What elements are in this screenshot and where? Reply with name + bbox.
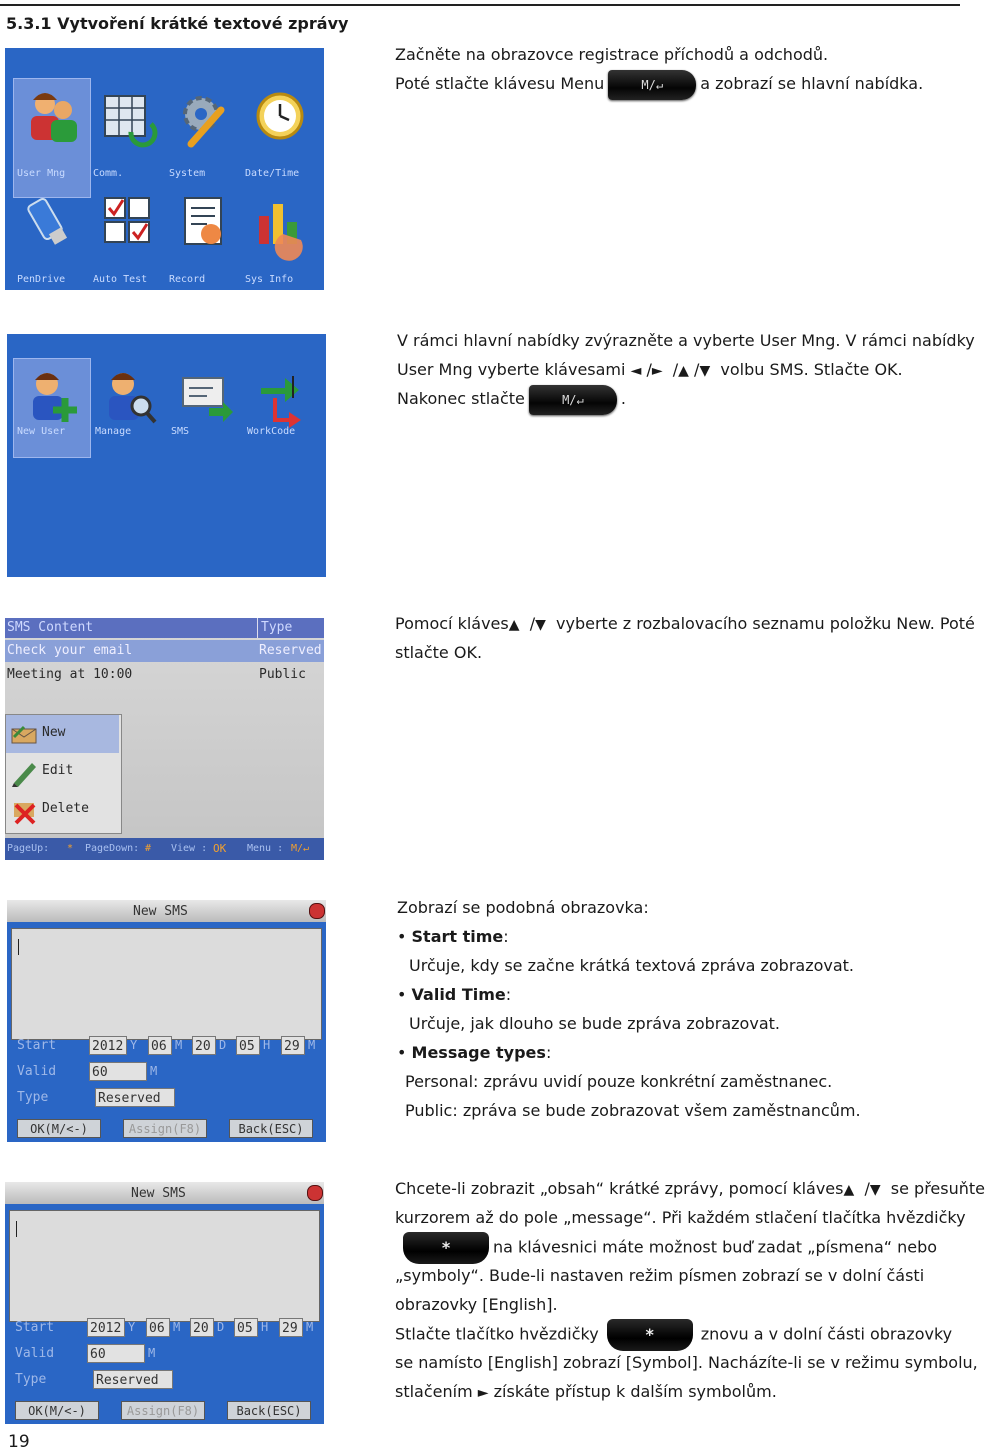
step1-line2 [395, 69, 923, 98]
step3-line1 [395, 609, 975, 638]
view-label: View : [171, 843, 208, 854]
text-fragment: / [646, 360, 652, 379]
usb-drive-icon [25, 194, 79, 256]
start-hour-field[interactable]: 05 [236, 1036, 260, 1055]
step1-text [395, 40, 923, 98]
text-cursor [18, 939, 19, 955]
menu-item-label: Edit [42, 763, 74, 778]
hour-unit: H [261, 1320, 269, 1334]
down-arrow-icon: ▼ [535, 617, 546, 633]
bullet-start-time-desc: Určuje, kdy se začne krátká textová zpráva zobrazovat. [409, 956, 855, 975]
valid-label: Valid [17, 1064, 57, 1079]
step2-line3 [397, 384, 975, 413]
row-content: Meeting at 10:00 [7, 667, 133, 682]
text-fragment: . [620, 389, 626, 408]
table-row[interactable] [5, 664, 324, 686]
text-fragment: / [864, 1179, 870, 1198]
icon-sys-info [241, 184, 319, 304]
bullet-start-time [397, 922, 861, 951]
icon-manage [91, 358, 169, 478]
star-key-image: * [607, 1319, 693, 1351]
type-label: Type [17, 1090, 49, 1105]
start-day-field[interactable]: 20 [192, 1036, 216, 1055]
icon-label: Record [169, 274, 206, 285]
message-type-personal: Personal: zprávu uvidí pouze konkrétní zaměstnanec. [405, 1072, 833, 1091]
text-fragment: Pomocí kláves [395, 614, 509, 633]
right-arrow-icon: ► [477, 1385, 489, 1401]
bullet: • [397, 1043, 407, 1062]
bullet-valid-time-desc: Určuje, jak dlouho se bude zpráva zobrazovat. [409, 1014, 780, 1033]
year-unit: Y [128, 1320, 136, 1334]
down-arrow-icon: ▼ [699, 363, 711, 379]
step3-text [395, 609, 975, 667]
hour-unit: H [263, 1038, 271, 1052]
text-fragment: User Mng vyberte klávesami [397, 360, 626, 379]
pageup-label: PageUp: [7, 843, 50, 854]
table-row-selected[interactable] [5, 640, 324, 662]
icon-label: WorkCode [247, 426, 296, 437]
icon-label: Sys Info [245, 274, 294, 285]
start-year-field[interactable]: 2012 [87, 1318, 125, 1337]
step5-line4: „symboly“. Bude-li nastaven režim písmen zobrazí se v dolní části [395, 1266, 925, 1285]
context-menu-item-edit[interactable] [6, 753, 119, 791]
type-select[interactable]: Reserved [93, 1370, 173, 1389]
icon-label: PenDrive [17, 274, 66, 285]
icon-new-user [13, 358, 91, 478]
month-unit: M [173, 1320, 181, 1334]
minute-unit: M [308, 1038, 316, 1052]
window-titlebar [5, 1182, 324, 1204]
icon-auto-test [89, 184, 167, 304]
icon-label: Manage [95, 426, 132, 437]
text-fragment: Chcete-li zobrazit „obsah“ krátké zprávy, pomocí kláves [395, 1179, 844, 1198]
back-button[interactable]: Back(ESC) [229, 1119, 313, 1138]
text-fragment: Poté stlačte klávesu Menu [395, 74, 605, 93]
icon-sms [167, 358, 245, 478]
row-content: Check your email [7, 643, 133, 658]
step5-line8 [395, 1377, 985, 1406]
day-unit: D [219, 1038, 227, 1052]
step2-line2 [397, 355, 975, 384]
down-arrow-icon: ▼ [869, 1182, 881, 1198]
pagedown-label: PageDown: [85, 843, 140, 854]
ok-button[interactable]: OK(M/<-) [15, 1401, 99, 1420]
pencil-icon [10, 759, 40, 787]
icon-record [165, 184, 243, 304]
assign-button[interactable]: Assign(F8) [123, 1119, 207, 1138]
step5-line3 [395, 1232, 985, 1261]
start-hour-field[interactable]: 05 [234, 1318, 258, 1337]
step3-line2: stlačte OK. [395, 643, 483, 662]
list-header [5, 618, 324, 638]
star-key-image: * [403, 1232, 489, 1264]
year-unit: Y [130, 1038, 138, 1052]
icon-label: New User [17, 426, 66, 437]
close-icon[interactable] [309, 903, 325, 919]
text-fragment: : [505, 985, 512, 1004]
term: Message types [411, 1043, 546, 1062]
up-arrow-icon: ▲ [678, 363, 689, 379]
start-month-field[interactable]: 06 [148, 1036, 172, 1055]
icon-label: Comm. [93, 168, 124, 179]
window-title: New SMS [133, 904, 188, 919]
checkbox-grid-icon [101, 194, 155, 256]
assign-button[interactable]: Assign(F8) [121, 1401, 205, 1420]
context-menu-item-new[interactable] [6, 715, 119, 753]
start-month-field[interactable]: 06 [146, 1318, 170, 1337]
network-table-icon [101, 88, 155, 150]
step1-line1: Začněte na obrazovce registrace příchodů a odchodů. [395, 45, 829, 64]
pageup-key: * [67, 843, 74, 854]
header-content: SMS Content [7, 620, 94, 635]
menu-key-image: M/↵ [608, 70, 696, 100]
icon-date-time [241, 78, 319, 198]
row-type: Reserved [259, 643, 322, 658]
step5-line6 [395, 1319, 985, 1348]
step2-line1: V rámci hlavní nabídky zvýrazněte a vyberte User Mng. V rámci nabídky [397, 331, 975, 350]
text-fragment: Nakonec stlačte [397, 389, 525, 408]
bar-chart-icon [253, 194, 307, 256]
type-label: Type [15, 1372, 47, 1387]
main-menu-screen [5, 48, 324, 290]
icon-comm [89, 78, 167, 198]
text-fragment: znovu a v dolní části obrazovky [700, 1324, 953, 1344]
new-sms-screen [7, 900, 326, 1142]
text-fragment: / [529, 614, 536, 633]
icon-pendrive [13, 184, 91, 304]
window-title: New SMS [131, 1186, 186, 1201]
valid-field[interactable]: 60 [89, 1062, 147, 1081]
start-label: Start [15, 1320, 55, 1335]
new-sms-screen-2 [5, 1182, 324, 1424]
step2-text [397, 326, 975, 413]
left-arrow-icon: ◄ [630, 363, 642, 379]
text-cursor [16, 1221, 17, 1237]
gear-wrench-icon [177, 88, 231, 150]
month-unit: M [175, 1038, 183, 1052]
window-titlebar [7, 900, 326, 922]
text-fragment: : [545, 1043, 552, 1062]
start-day-field[interactable]: 20 [190, 1318, 214, 1337]
context-menu-item-delete[interactable] [6, 791, 119, 829]
icon-user-mng [13, 78, 91, 198]
close-icon[interactable] [307, 1185, 323, 1201]
icon-label: SMS [171, 426, 190, 437]
icon-label: Auto Test [93, 274, 148, 285]
step5-line1 [395, 1174, 985, 1203]
message-send-icon [179, 368, 233, 430]
valid-label: Valid [15, 1346, 55, 1361]
text-fragment: / [694, 360, 700, 379]
text-fragment: volbu SMS. Stlačte OK. [720, 360, 903, 379]
menu-item-label: New [42, 725, 66, 740]
status-bar [5, 838, 324, 860]
top-rule [0, 4, 960, 6]
section-heading: 5.3.1 Vytvoření krátké textové zprávy [6, 14, 349, 33]
pagedown-key: # [145, 843, 152, 854]
text-fragment: se přesuňte [890, 1179, 985, 1198]
start-year-field[interactable]: 2012 [89, 1036, 127, 1055]
step5-line7: se namísto [English] zobrazí [Symbol]. Nacházíte-li se v režimu symbolu, [395, 1353, 978, 1372]
message-type-public: Public: zpráva se bude zobrazovat všem zaměstnancům. [405, 1101, 861, 1120]
user-mng-screen [7, 334, 326, 577]
menu-key: M/↵ [291, 843, 310, 854]
view-key: OK [213, 842, 227, 855]
header-type: Type [261, 620, 293, 635]
type-select[interactable]: Reserved [95, 1088, 175, 1107]
text-fragment: vyberte z rozbalovacího seznamu položku New. Poté [556, 614, 975, 633]
context-menu [5, 714, 122, 834]
right-arrow-icon: ► [651, 363, 663, 379]
valid-unit: M [148, 1346, 156, 1360]
record-document-icon [177, 194, 231, 256]
new-message-icon [10, 723, 40, 747]
text-fragment: : [503, 927, 509, 946]
users-icon [25, 88, 79, 150]
start-label: Start [17, 1038, 57, 1053]
minute-unit: M [306, 1320, 314, 1334]
bullet: • [397, 927, 407, 946]
text-fragment: Stlačte tlačítko hvězdičky [395, 1324, 599, 1344]
back-button[interactable]: Back(ESC) [227, 1401, 311, 1420]
step4-text [397, 893, 861, 1125]
ok-button[interactable]: OK(M/<-) [17, 1119, 101, 1138]
step5-line5: obrazovky [English]. [395, 1295, 558, 1314]
icon-label: Date/Time [245, 168, 300, 179]
sms-list-screen [5, 618, 324, 860]
message-textarea[interactable] [11, 928, 322, 1040]
user-add-icon [25, 368, 79, 430]
delete-icon [10, 797, 40, 825]
icon-label: System [169, 168, 206, 179]
up-arrow-icon: ▲ [843, 1182, 855, 1198]
icon-label: User Mng [17, 168, 66, 179]
menu-label: Menu : [247, 843, 284, 854]
workflow-arrows-icon [255, 368, 309, 430]
term: Valid Time [411, 985, 506, 1004]
valid-field[interactable]: 60 [87, 1344, 145, 1363]
text-fragment: a zobrazí se hlavní nabídka. [700, 74, 924, 93]
menu-key-image: M/↵ [529, 385, 617, 415]
step5-text [395, 1174, 985, 1406]
clock-icon [253, 88, 307, 150]
text-fragment: / [672, 360, 679, 379]
menu-item-label: Delete [42, 801, 89, 816]
row-type: Public [259, 667, 306, 682]
text-fragment: na klávesnici máte možnost buď zadat „písmena“ nebo [493, 1237, 938, 1257]
term: Start time [411, 927, 504, 946]
icon-workcode [243, 358, 321, 478]
text-fragment: stlačením [395, 1382, 473, 1401]
step4-line1: Zobrazí se podobná obrazovka: [397, 898, 649, 917]
text-fragment: získáte přístup k dalším symbolům. [493, 1382, 777, 1401]
day-unit: D [217, 1320, 225, 1334]
header-divider [257, 618, 258, 638]
valid-unit: M [150, 1064, 158, 1078]
user-search-icon [103, 368, 157, 430]
up-arrow-icon: ▲ [508, 617, 520, 633]
bullet-message-types [397, 1038, 861, 1067]
step5-line2: kurzorem až do pole „message“. Při každém stlačení tlačítka hvězdičky [395, 1208, 966, 1227]
bullet: • [397, 985, 407, 1004]
icon-system [165, 78, 243, 198]
start-minute-field[interactable]: 29 [281, 1036, 305, 1055]
bullet-valid-time [397, 980, 861, 1009]
message-textarea[interactable] [9, 1210, 320, 1322]
start-minute-field[interactable]: 29 [279, 1318, 303, 1337]
page-number: 19 [8, 1432, 30, 1452]
